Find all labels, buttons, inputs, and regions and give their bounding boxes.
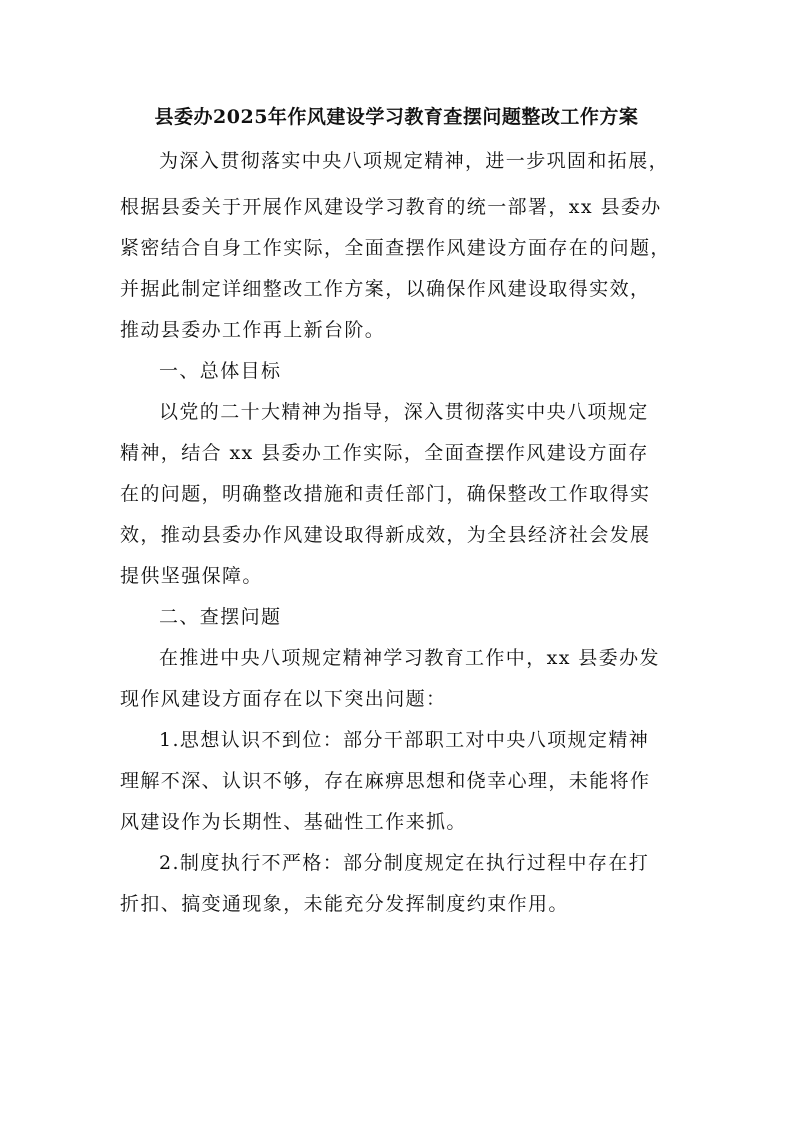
paragraph-line: 风建设作为长期性、基础性工作来抓。 (120, 811, 467, 833)
paragraph-line: 在的问题，明确整改措施和责任部门，确保整改工作取得实 (120, 483, 651, 505)
paragraph-line: 效，推动县委办作风建设取得新成效，为全县经济社会发展 (120, 524, 651, 546)
paragraph-line: 以党的二十大精神为指导，深入贯彻落实中央八项规定 (159, 401, 649, 423)
paragraph-line: 为深入贯彻落实中央八项规定精神，进一步巩固和拓展， (159, 150, 670, 172)
paragraph-line: 提供坚强保障。 (120, 565, 263, 587)
paragraph-line: 理解不深、认识不够，存在麻痹思想和侥幸心理，未能将作 (120, 770, 651, 792)
section-heading: 二、查摆问题 (159, 606, 282, 628)
paragraph-line: 2.制度执行不严格：部分制度规定在执行过程中存在打 (159, 852, 650, 874)
paragraph-line: 并据此制定详细整改工作方案，以确保作风建设取得实效， (120, 278, 651, 300)
paragraph-line: 现作风建设方面存在以下突出问题： (120, 688, 447, 710)
section-heading: 一、总体目标 (159, 360, 282, 382)
paragraph-line: 推动县委办工作再上新台阶。 (120, 319, 386, 341)
paragraph-line: 精神，结合 xx 县委办工作实际，全面查摆作风建设方面存 (120, 442, 649, 464)
paragraph-line: 紧密结合自身工作实际，全面查摆作风建设方面存在的问题， (120, 237, 671, 259)
paragraph-line: 1.思想认识不到位：部分干部职工对中央八项规定精神 (159, 729, 650, 751)
paragraph-line: 在推进中央八项规定精神学习教育工作中，xx 县委办发 (159, 647, 660, 669)
paragraph-line: 根据县委关于开展作风建设学习教育的统一部署，xx 县委办 (120, 196, 662, 218)
paragraph-line: 折扣、搞变通现象，未能充分发挥制度约束作用。 (120, 893, 569, 915)
document-title: 县委办2025年作风建设学习教育查摆问题整改工作方案 (154, 106, 639, 128)
